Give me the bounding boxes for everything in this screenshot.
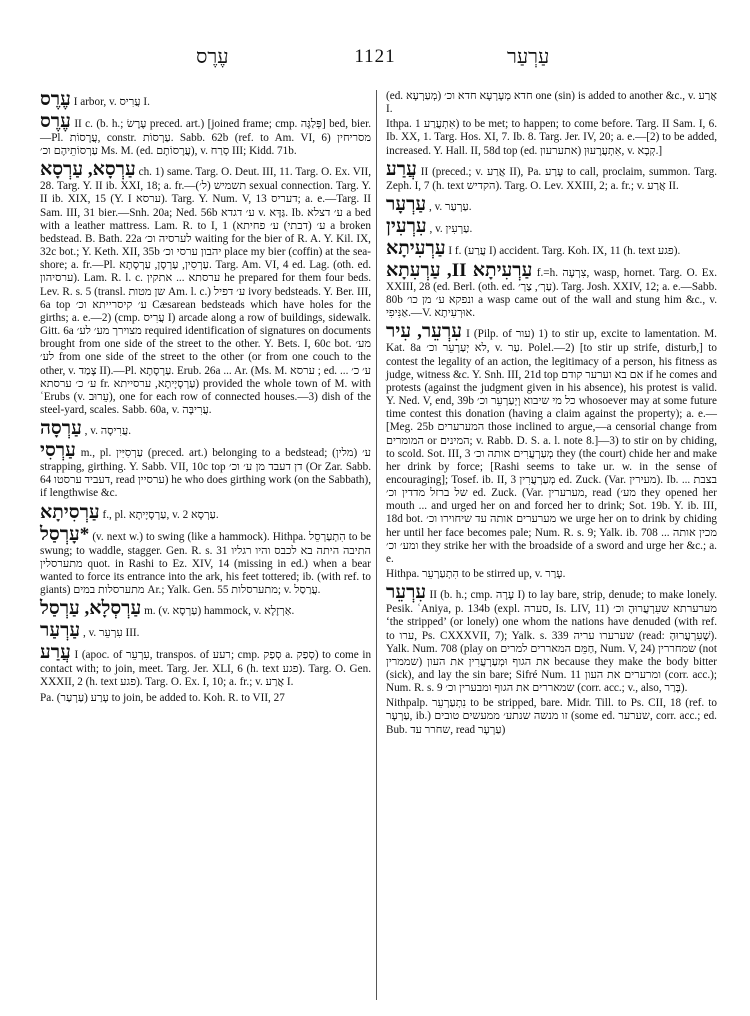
dictionary-entry [386, 322, 717, 566]
entry-definition: m. (v. עַרְסָא) hammock, v. אַרְזָלָא. [144, 605, 295, 618]
entry-headword: עֶרֶס [40, 111, 71, 132]
entry-headword: עִרְעֵר [386, 582, 427, 604]
dictionary-entry [40, 599, 371, 619]
dictionary-entry [40, 441, 371, 500]
entry-headword: *עָרְסַל [40, 523, 90, 545]
entry-headword: עֲרַע [386, 158, 417, 180]
entry-definition: , v. עִרְעֵר III. [82, 627, 140, 640]
entry-headword: עֲרַע [40, 642, 71, 664]
left-column [40, 90, 371, 707]
dictionary-entry [40, 503, 371, 523]
dictionary-entry [386, 568, 717, 581]
entry-definition: Pa. עָרַע (עַרְעַר) to join, be added to. Koh. R. to VII, 27 [40, 691, 285, 704]
entry-definition: Ithpa. אִתְעֲרַע 1) to be met; to happen; to come before. Targ. II Sam. I, 6. Ib. XX, 1. Targ. Hos. XI, 7. Ib. 8. Targ. Jer. IV, 20; a. e.—[2) to be added, increased. Y. Hall. II, 58d top (ed. אתערעון) אִתְעֲרָעוּן, v. קְבָא.] [386, 118, 717, 157]
dictionary-entry [386, 261, 717, 320]
entry-headword: עַרְעִיתָא [386, 237, 446, 259]
dictionary-entry [386, 90, 717, 116]
entry-definition: Nithpalp. נִתְעַרְעֵר to be stripped, bare. Midr. Till. to Ps. CII, 18 (ref. to עַרְעָר, ib.) זו מנשה שנתע׳ ממעשים טובים (some ed. שערער, corr. acc.; ed. Bub. שחרר עד, read עַרְעָר) [386, 697, 717, 736]
header-left-headword: עֶרֶס [196, 46, 229, 68]
entry-definition: f., pl. עַרְסָיָיתָא, v. עַרְסָא 2. [102, 508, 219, 521]
running-header [0, 46, 750, 76]
entry-headword: עַרְעָר [386, 193, 427, 215]
dictionary-entry [40, 692, 371, 705]
entry-definition: f.=h. צִרְעָה, wasp, hornet. Targ. O. Ex. XXIII, 28 (ed. Berl. (oth. ed. עַרְ׳, צַרְ׳). Targ. Josh. XXIV, 12; a. e.—Sabb. 80b ונפקא ע׳ מן כו׳ a wasp came out of the wall and stung him &c., v. אַנִּיפִי.—V. אוּרְעִיתָא. [386, 266, 718, 320]
entry-headword: עִרְעִין [386, 215, 427, 237]
entry-headword: עַרְעַר [40, 620, 81, 642]
entry-definition: , v. עַרְעַר. [428, 200, 472, 213]
dictionary-entry [386, 697, 717, 736]
entry-headword: עַרְסִיתָא [40, 501, 100, 523]
entry-headword: עַרְסָה [40, 418, 82, 440]
entry-definition: m., pl. עַרְסִיִּין (preced. art.) belonging to a bedstead; ע׳ (מלין) strapping, girthing. Y. Sabb. VII, 10c top דן דעבד מן ע׳ וכ׳ (Or Zar. Sabb. 64 דעביד ערסטו, read ערסיין) he who does girthing work (on the Sabbath), if lengthwise &c. [40, 447, 372, 500]
entry-definition: (ed. מְעַרְעָא) חדא מְעָרְעָא חדא וכ׳ one (sin) is added to another &c., v. אֲרַע I. [386, 90, 717, 116]
dictionary-entry [40, 525, 371, 598]
dictionary-entry [386, 217, 717, 237]
dictionary-entry [40, 90, 371, 110]
dictionary-entry [40, 419, 371, 439]
entry-headword: עַרְסִי [40, 440, 76, 462]
dictionary-entry [386, 118, 717, 157]
entry-definition: I (Pilp. of עור) 1) to stir up, excite to lamentation. M. Kat. 8a לא יְעַרְעֵר וכ׳, v. עַר. Polel.—2) [to stir up strife, disturb,] to contest the legality of an action, the legitimacy of a person, his fitness as judge, witness &c. Y. Snh. III, 21d top אם בא וערער קודם if he comes and protests (against the judgment given in his absence), his protest is valid. Y. Ned. V, end, 39b כל מי שיבוא וְיְעַרְעֵר וכ׳ whosoever may at some future time contest this donation (having a claim against the property); a. e.—[Meg. 25b המערערים those inclined to argue,—a censorial change from המומרים or המינים; v. Rabb. D. S. a. l. note 8.]—3) to stir on by chiding, to scold. Sot. III, 3 מְעַרְעֲרִים אותה וכ׳ they (the court) chide her and make her drink by force; [Rashi seems to take ur. w. in the sense of encouraging]; Tosef. ib. II, 3 מְעַרְעֲרִין ed. Zuck. (Var. מעירין). Ib. בצבת ... של ברזל מדדין וכ׳ ed. Zuck. (Var. מערערין, read (מע׳ they opened her mouth ... and urged her on and forced her to drink; Sot. 19b. Y. ib. III, 18d bot. מערערים אותה עד שיחוירו וכ׳ we urge her on to drink by chiding her until her face becomes pale; Num. R. s. 9; Yalk. ib. 708 מכין אותה ... ומע׳ וכ׳ they strike her with the broadside of a sword and urge her &c.; a. e. [386, 328, 718, 565]
entry-definition: (v. next w.) to swing (like a hammock). Hithpa. הִתְעַרְסֵל to be swung; to waddle, stagger. Gen. R. s. 31 התיבה היתה בא לכבס והיו רגליו מתערסלין quot. in Rashi to Ez. XIV, 14 (missing in ed.) when a bear wanted to force its entrance into the ark, his feet tottered; ib. (with ref. to giants) מתערסלות במים Ar.; Yalk. Gen. 55 מתערסלות; v. עֲרַסַל. [40, 530, 372, 597]
entry-definition: II c. (b. h.; עֶרֶשׂ preced. art.) [joined frame; cmp. פְּלַגָּה] bed, bier.—Pl. עֲרָסוֹת, constr. עַרְסוֹת. Sabb. 62b (ref. to Am. VI, 6) מסריחין עַרְסוֹתֵיהֶם וכ׳ Ms. M. (ed. עֲרָסוֹתָם), v. סְרַח III; Kidd. 71b. [40, 118, 372, 158]
entry-definition: II (b. h.; cmp. עָרָה I) to lay bare, strip, denude; to make lonely. Pesik. ʿAniya, p. 134b (expl. סערה, Is. LIV, 11) מערערתא שעִרְעֲרוּהָ וכ׳ ‘the stripped’ (or lonely) one whom the nations have denuded (with ref. to ערו, Ps. CXXXVII, 7); Yalk. s. 339 שערערו עריה (read: שֶׁעִרְעֲרוּהָ). Yalk. Num. 708 (play on חַמֵּם המאררים למרים, Num. V, 24) שמחררין (not שממרין) את הגוף וּמְעַרְעֲרִין את העון because they make the body bitter (sick), and lay the sin bare; Sifré Num. 11 ומרערים את העון (corr. acc.); Num. R. s. 9 שמאררים את הגוף ומבערין וכ׳ (corr. acc.; v., also, בָּרַר). [386, 589, 718, 695]
dictionary-entry [40, 160, 371, 417]
dictionary-entry [40, 643, 371, 689]
entry-definition: , v. עַרְעִין. [429, 222, 473, 235]
entry-definition: I f. (עֲרַע I) accident. Targ. Koh. IX, 11 (h. text פגע). [448, 244, 681, 257]
dictionary-entry [386, 160, 717, 193]
entry-definition: I arbor, v. עֲרִיס I. [73, 96, 150, 108]
dictionary-entry [386, 195, 717, 215]
entry-definition: , v. עֲרִיסָה. [84, 425, 132, 438]
dictionary-entry [386, 239, 717, 259]
dictionary-entry [40, 621, 371, 641]
entry-definition: II (preced.; v. אֲרַע II), Pa. עָרַע to call, proclaim, summon. Targ. Zeph. I, 7 (h. text הקדיש). Targ. O. Lev. XXIII, 2; a. fr.; v. אֲרַע II. [386, 165, 717, 192]
column-divider [376, 90, 377, 1000]
entry-definition: I (apoc. of עִרְעֵר, transpos. of רעע; cmp. סְפַק a. סְפַק) to come in contact with; to join, meet. Targ. Jer. XLI, 6 (h. text פגע). Targ. O. Gen. XXXII, 2 (h. text פגע). Targ. O. Ex. I, 10; a. fr.; v. אֲרַע I. [40, 649, 372, 689]
entry-definition: Hithpa. הִתְעַרְעֵר to be stirred up, v. עָרַר. [386, 568, 566, 581]
header-right-headword: עַרְעַר [507, 46, 550, 68]
entry-headword: עֶרֶס [40, 89, 71, 110]
entry-headword: עִרְעֵר, עִיר [386, 321, 463, 343]
page-number: 1121 [354, 46, 396, 67]
dictionary-entry [386, 583, 717, 695]
right-column [386, 90, 717, 739]
dictionary-entry [40, 112, 371, 158]
entry-headword: עַרְסְלָא, עַרְסַל [40, 598, 142, 620]
entry-definition: ch. 1) same. Targ. O. Deut. III, 11. Targ. O. Ex. VII, 28. Targ. Y. II ib. XXI, 18; a. fr.—(ל׳) תשמיש sexual connection. Targ. Y. II ib. XIX, 15 (Y. I ערסא). Targ. Y. Num. V, 13 דעריס; a. e.—Targ. II Sam. III, 31 bier.—Snh. 20a; Ned. 56b ע׳ דגדא v. גַּדָּא. Ib. ע׳ דצלא a bed with a leather mattress. Lam. R. to I, 1 (ע׳ (דבתי) ע׳ פחיתא a broken bedstead. B. Bath. 22a לערסיה וכ׳ waiting for the bier of R. A. Y. Kil. IX, 32c bot.; Y. Keth. XII, 35b יהבון ערסי וכ׳ place my bier (coffin) at the sea-shore; a. fr.—Pl. עַרְסִין, עַרְסָן, עַרְסָתָא. Targ. Am. VI, 4 ed. Lag. (oth. ed. ערסיהון). Lam. R. l. c. ערסתא ... אתקין he prepared for them four beds. Lev. R. s. 5 (transl. שן מטות Am. l. c.) ע׳ דפיל ivory bedsteads. Y. Ber. III, 6a top ע׳ קיסרייתא וכ׳ Cæsarean bedsteads which have holes for the girths; a. e.—2) (cmp. עֲרִיס I) arcade along a row of buildings, sidewalk. Gitt. 6a מצוירך מע׳ לע׳ required identification of signatures on documents brought from one side of the street to the other. Y. Bets. I, 60c bot. מע׳ לע׳ from one side of the street to the other (or from one couch to the other, v. צָמַד II).—Pl. עַרְסָתָא. Erub. 26a ... Ar. (Ms. M. ערסא ; ed. ע׳ כ׳ ... ע׳ כ׳ ערסתא fr. עַרְסָיָיתָא, ערסייתא) provided the whole town of M. with ʿErubs (v. עֵרוּב), one for each row of connected houses.—3) dish of the steel-yard, scales. Sabb. 60a, v. עֲרִיבָּה. [40, 166, 372, 416]
entry-headword: עַרְסָא, עַרְסָא [40, 159, 136, 181]
entry-headword: עַרְעִיתָא II, עַרְעִתָא [386, 259, 533, 281]
